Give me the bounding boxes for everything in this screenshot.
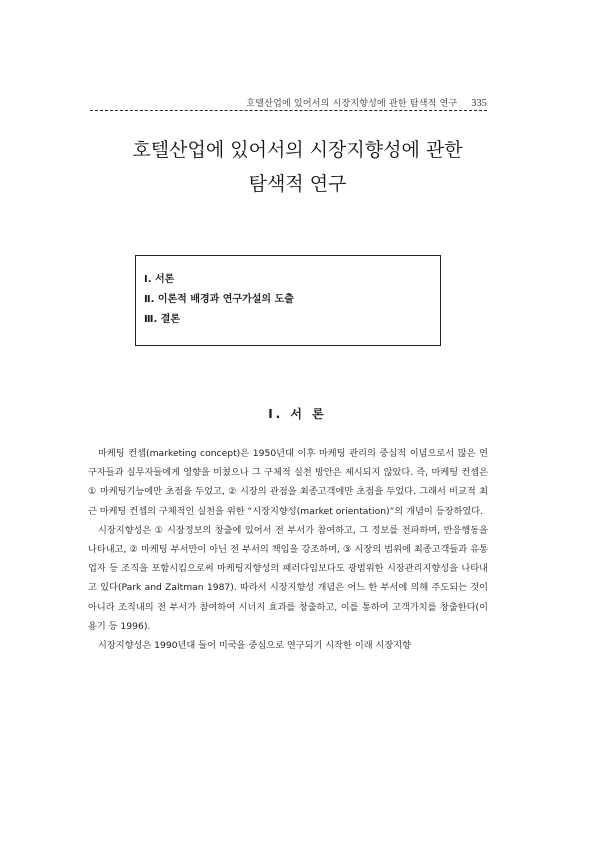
body-text	[88, 444, 488, 655]
paragraph: 시장지향성은 1990년대 들어 미국을 중심으로 연구되기 시작한 이래 시장지향	[98, 640, 411, 652]
running-header	[246, 96, 487, 109]
running-title: 호텔산업에 있어서의 시장지향성에 관한 탐색적 연구	[246, 99, 458, 109]
table-of-contents	[135, 255, 441, 346]
page-number: 335	[471, 98, 487, 109]
title-line-2: 탐색적 연구	[248, 173, 347, 195]
header-divider	[90, 110, 487, 111]
toc-item-theory: Ⅱ. 이론적 배경과 연구가설의 도출	[144, 294, 294, 305]
paragraph: 마케팅 컨셉(marketing concept)은 1950년대 이후 마케팅 관리의 중심적 이념으로서 많은 연구자들과 실무자들에게 영향을 미쳤으나 그 구체적 실천 방안은 제시되지 않았다. 즉, 마케팅 컨셉은 ① 마케팅기능에만 초점을 두었고, ② 시장의 관점을 최종고객에만 초점을 두었다. 그래서 비교적 최근 마케팅 컨셉의 구체적인 실천을 위한 “시장지향성(market orientation)”의 개념이 등장하였다.	[88, 448, 488, 517]
toc-item-conclusion: Ⅲ. 결론	[144, 314, 181, 325]
section-heading: Ⅰ. 서 론	[268, 407, 327, 421]
toc-item-introduction: Ⅰ. 서론	[144, 274, 175, 285]
paragraph: 시장지향성은 ① 시장정보의 창출에 있어서 전 부서가 참여하고, 그 정보를 전파하며, 반응행동을 나타내고, ② 마케팅 부서만이 아닌 전 부서의 책임을 강조하며, ③ 시장의 범위에 최종고객들과 유통업자 등 조직을 포함시킴으로써 마케팅지향성의 패러다임보다도 광범위한 시장관리지향성을 나타내고 있다(Park and Zaltman 1987). 따라서 시장지향성 개념은 어느 한 부서에 의해 주도되는 것이 아니라 조직내의 전 부서가 참여하여 시너지 효과를 창출하고, 이를 통하여 고객가치를 창출한다(이용기 등 1996).	[88, 524, 488, 632]
paper-title	[0, 133, 595, 201]
title-line-1: 호텔산업에 있어서의 시장지향성에 관한	[132, 139, 463, 161]
